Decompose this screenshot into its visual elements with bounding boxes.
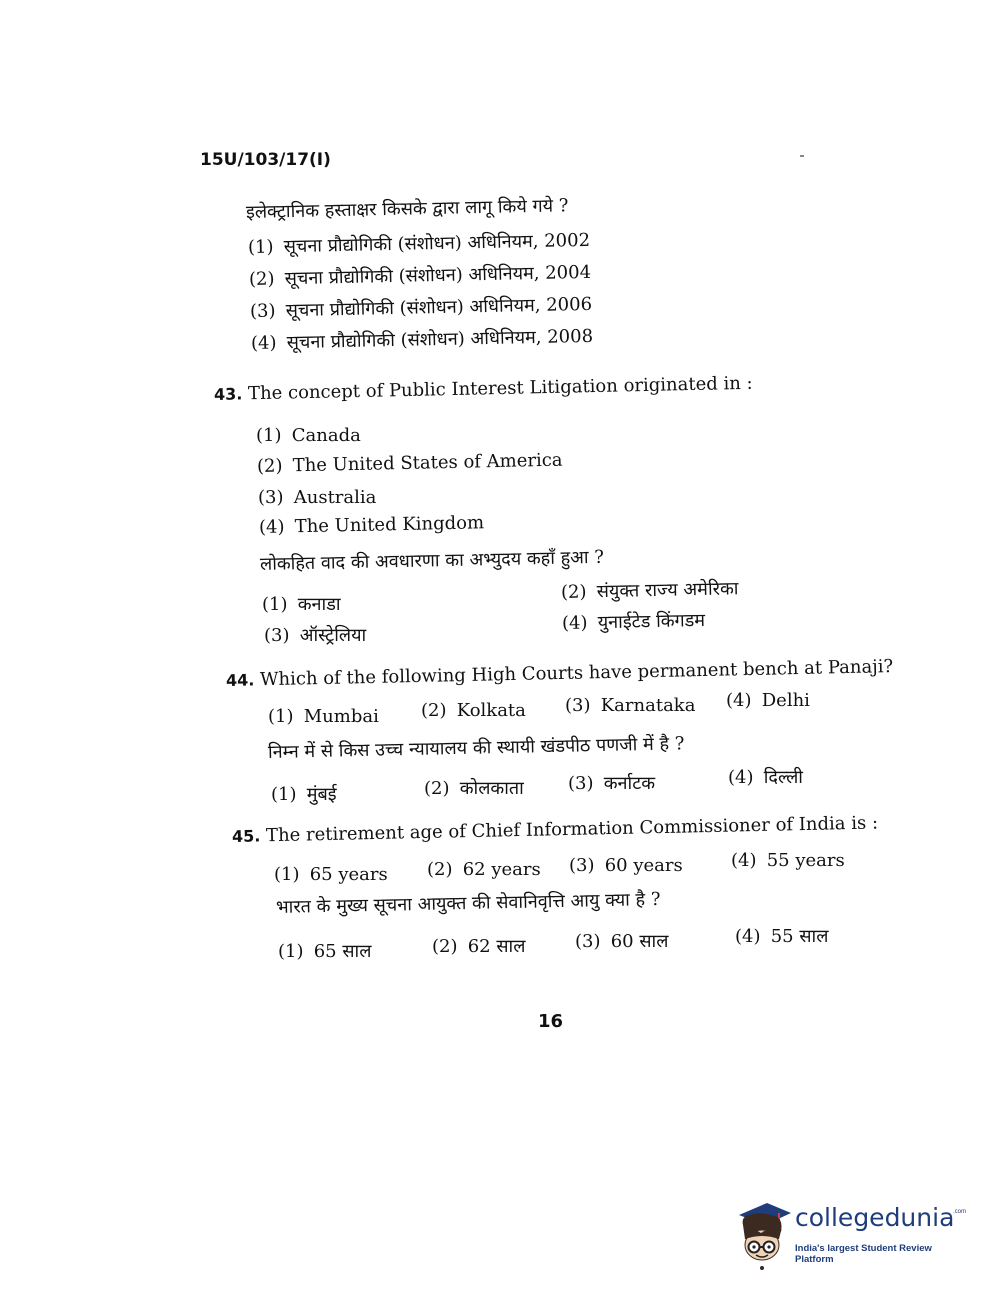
option-text: 62 साल — [467, 936, 526, 957]
option-text: Australia — [293, 487, 377, 508]
q43-question — [214, 373, 753, 405]
q45-hindi-option — [278, 939, 371, 963]
q43-option — [256, 425, 361, 446]
question-number: 44. — [225, 670, 255, 690]
student-mascot-icon — [735, 1195, 793, 1271]
question-text: Which of the following High Courts have permanent bench at Panaji? — [259, 656, 894, 691]
q43-hindi-option — [561, 576, 739, 604]
q43-option — [259, 512, 484, 538]
question-number: 45. — [231, 826, 261, 846]
option-number: (3) — [258, 487, 284, 508]
q43-hindi-option — [562, 608, 706, 635]
option-text: Kolkata — [456, 700, 526, 721]
option-number: (4) — [728, 767, 754, 788]
option-number: (2) — [432, 936, 458, 957]
option-text: सूचना प्रौद्योगिकी (संशोधन) अधिनियम, 2002 — [283, 229, 591, 258]
option-number: (3) — [565, 695, 591, 716]
q43-hindi-option — [262, 592, 341, 616]
option-text: कोलकाता — [459, 778, 524, 799]
option-number: (4) — [731, 850, 757, 871]
option-number: (4) — [250, 332, 277, 354]
option-text: Canada — [291, 425, 361, 446]
brand-name: collegedunia — [795, 1203, 955, 1232]
option-number: (4) — [561, 612, 588, 634]
q45-option — [569, 855, 683, 876]
option-text: Mumbai — [303, 706, 379, 727]
scan-speck — [800, 155, 804, 157]
option-text: ऑस्ट्रेलिया — [299, 625, 367, 646]
option-text: 55 years — [766, 850, 845, 871]
q44-hindi-option — [728, 765, 803, 789]
option-text: 60 साल — [610, 931, 669, 952]
option-text: The United States of America — [292, 449, 563, 477]
option-text: दिल्ली — [763, 767, 803, 788]
option-text: सूचना प्रौद्योगिकी (संशोधन) अधिनियम, 2006 — [285, 293, 593, 322]
option-number: (4) — [735, 926, 761, 947]
option-text: 65 years — [309, 864, 388, 885]
option-text: 65 साल — [313, 941, 372, 962]
option-number: (3) — [249, 300, 276, 322]
option-text: 55 साल — [770, 926, 829, 947]
q42-hindi-option — [248, 228, 591, 259]
q44-hindi-option — [271, 782, 337, 806]
option-text: 60 years — [604, 855, 683, 876]
q45-hindi-option — [735, 924, 828, 948]
q44-hindi-option — [568, 771, 655, 795]
brand-tagline: India's largest Student Review Platform — [795, 1243, 932, 1265]
q44-hindi-question: निम्न में से किस उच्च न्यायालय की स्थायी खंडपीठ पणजी में है ? — [267, 733, 685, 763]
q44-option — [421, 700, 526, 721]
option-text: संयुक्त राज्य अमेरिका — [596, 578, 739, 603]
option-number: (2) — [256, 455, 283, 477]
brand-domain: .com — [953, 1209, 967, 1215]
q44-option — [268, 706, 379, 727]
option-number: (2) — [560, 581, 587, 603]
q43-hindi-option — [264, 623, 366, 647]
q44-question — [226, 656, 894, 691]
option-text: The United Kingdom — [294, 512, 485, 538]
option-text: Karnataka — [600, 695, 696, 716]
question-text: The retirement age of Chief Information Commissioner of India is : — [265, 812, 879, 847]
option-number: (1) — [278, 941, 304, 962]
option-number: (4) — [726, 690, 752, 711]
option-number: (1) — [274, 864, 300, 885]
option-text: कर्नाटक — [603, 773, 656, 794]
q43-option — [258, 487, 376, 508]
q44-option — [726, 690, 810, 711]
q45-hindi-option — [432, 934, 525, 958]
q43-option — [257, 450, 563, 477]
question-number: 43. — [213, 384, 243, 404]
q45-option — [274, 864, 388, 885]
option-number: (1) — [256, 425, 282, 446]
option-text: सूचना प्रौद्योगिकी (संशोधन) अधिनियम, 2008 — [286, 325, 594, 354]
option-number: (1) — [268, 706, 294, 727]
option-number: (4) — [258, 516, 285, 538]
q45-option — [427, 859, 541, 880]
q42-hindi-option — [250, 292, 593, 323]
option-text: मुंबई — [306, 784, 337, 805]
q44-option — [565, 695, 695, 716]
q45-hindi-question: भारत के मुख्य सूचना आयुक्त की सेवानिवृत्ति आयु क्या है ? — [275, 888, 661, 918]
option-number: (1) — [262, 594, 288, 615]
option-number: (3) — [264, 625, 290, 646]
page-number: 16 — [538, 1011, 564, 1032]
q44-hindi-option — [424, 776, 524, 800]
q42-hindi-option — [251, 324, 594, 355]
option-text: Delhi — [761, 690, 810, 711]
q43-hindi-question: लोकहित वाद की अवधारणा का अभ्युदय कहाँ हुआ ? — [259, 546, 605, 575]
option-text: युनाईटेड किंगडम — [597, 610, 706, 634]
option-number: (2) — [424, 778, 450, 799]
option-number: (3) — [568, 773, 594, 794]
option-number: (2) — [248, 268, 275, 290]
collegedunia-logo[interactable] — [735, 1195, 965, 1275]
option-number: (2) — [427, 859, 453, 880]
q42-hindi-question: इलेक्ट्रानिक हस्ताक्षर किसके द्वारा लागू किये गये ? — [245, 195, 569, 223]
option-text: 62 years — [462, 859, 541, 880]
q45-question — [232, 812, 878, 847]
option-number: (3) — [575, 931, 601, 952]
paper-code: 15U/103/17(I) — [200, 150, 331, 170]
question-text: The concept of Public Interest Litigation originated in : — [247, 372, 753, 405]
q45-hindi-option — [575, 929, 668, 953]
q42-hindi-option — [249, 260, 592, 291]
option-text: कनाडा — [297, 594, 341, 615]
option-number: (3) — [569, 855, 595, 876]
option-text: सूचना प्रौद्योगिकी (संशोधन) अधिनियम, 2004 — [284, 261, 592, 290]
option-number: (1) — [271, 784, 297, 805]
q45-option — [731, 850, 845, 871]
option-number: (2) — [421, 700, 447, 721]
option-number: (1) — [247, 236, 274, 258]
